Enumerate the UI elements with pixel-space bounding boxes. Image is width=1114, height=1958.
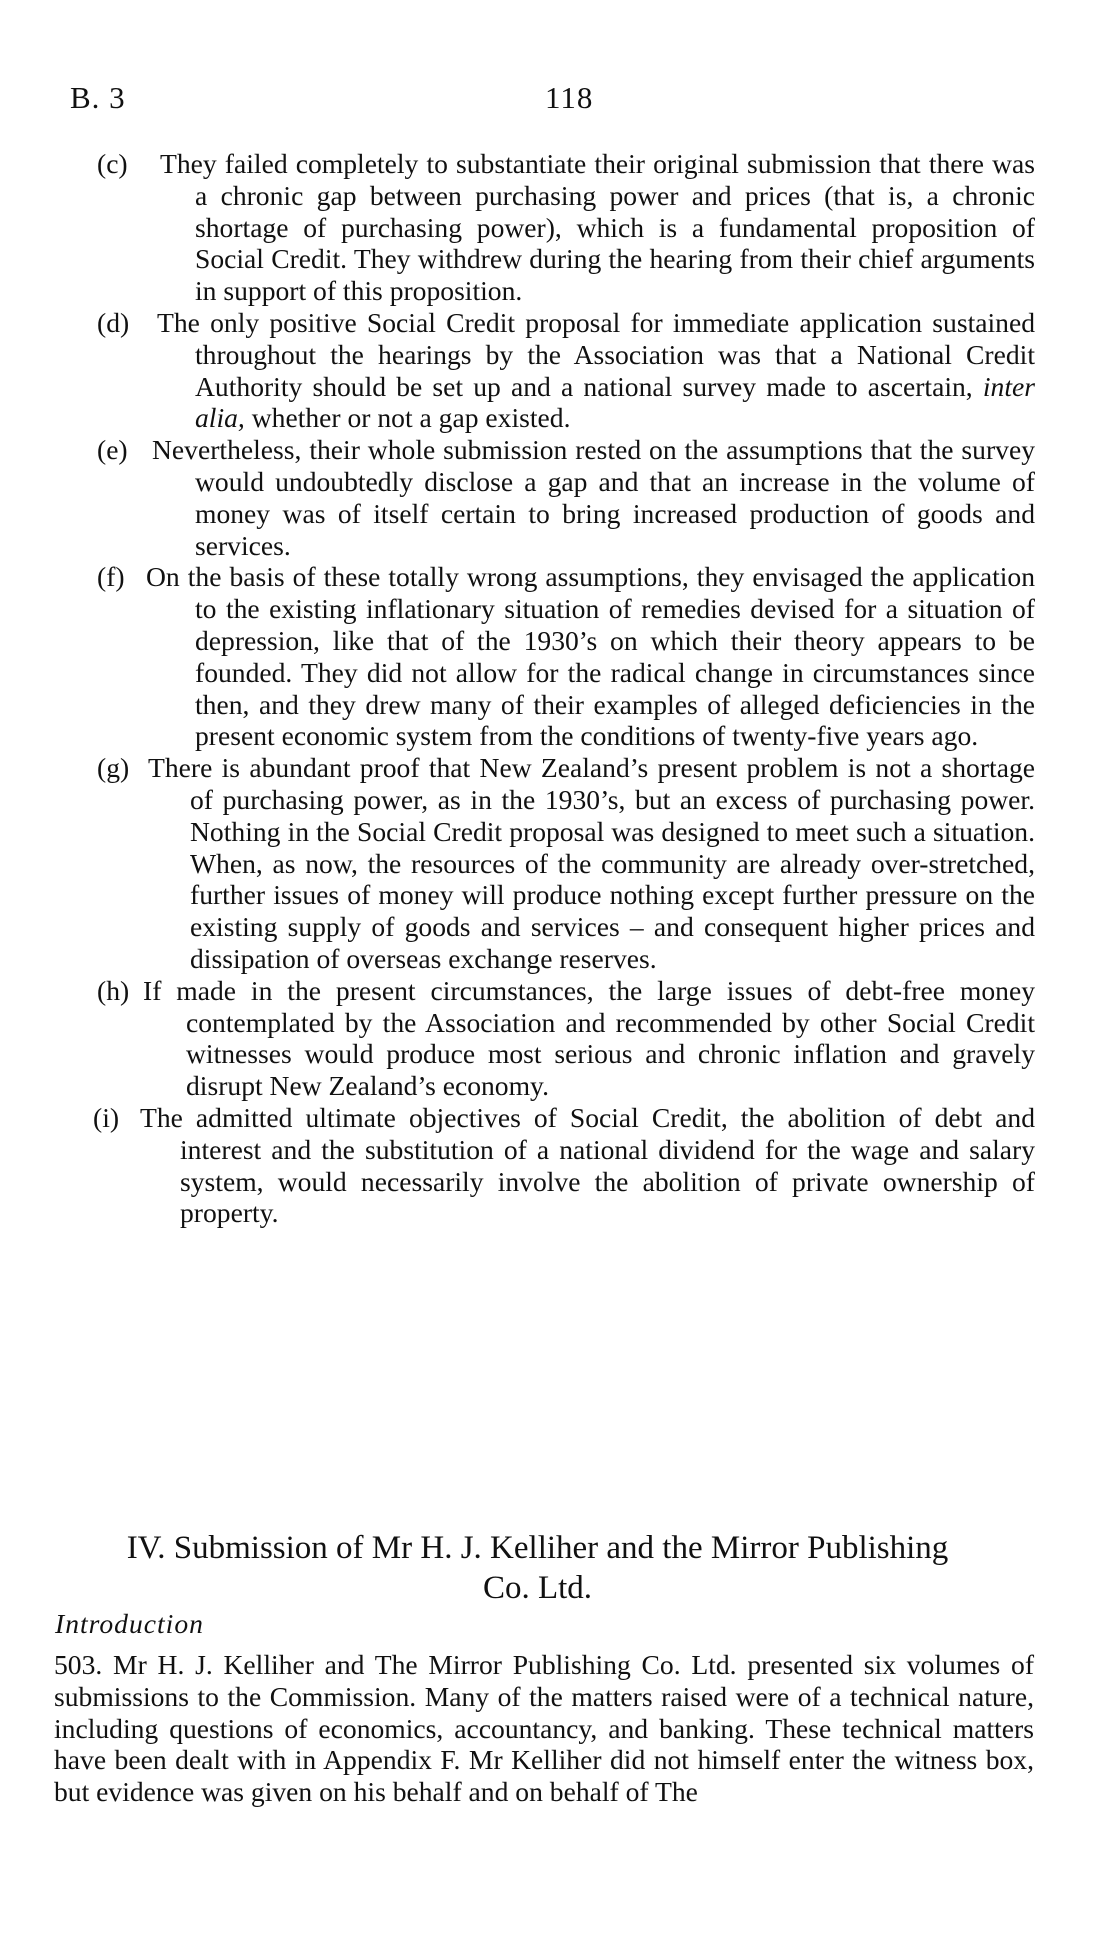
section-subheading: Introduction	[55, 1608, 204, 1639]
item-label: (e)	[97, 434, 128, 466]
list-item	[0, 434, 1114, 561]
list-item	[0, 307, 1114, 434]
item-label: (g)	[97, 752, 130, 784]
paragraph	[54, 1649, 1034, 1808]
item-label: (h)	[97, 974, 130, 1006]
conclusions-list	[0, 148, 1114, 1229]
document-reference: B. 3	[70, 80, 126, 115]
section-heading	[40, 1528, 1035, 1608]
list-item	[0, 975, 1114, 1102]
section-heading-line-2: Co. Ltd.	[482, 1570, 593, 1606]
list-item	[0, 752, 1114, 975]
item-text: The admitted ultimate objectives of Social Credit, the abolition of debt and interest and the substitution of a national dividend for the wage and salary system, would necessarily involve the abolition of private ownership of property.	[140, 1101, 1035, 1229]
item-text-before: The only positive Social Credit proposal for immediate application sustained throughout the hearings by the Association was that a National Credit Authority should be set up and a national survey made to ascertain,	[157, 306, 1035, 402]
paragraph-number: 503.	[54, 1649, 114, 1680]
list-item	[0, 561, 1114, 752]
item-text: Nevertheless, their whole submission rested on the assumptions that the survey would undoubtedly disclose a gap and that an increase in the volume of money was of itself certain to bring increased production of goods and services.	[152, 434, 1035, 561]
page-number: 118	[545, 80, 594, 115]
item-text-after: whether or not a gap existed.	[244, 402, 571, 434]
page-header	[0, 80, 1114, 120]
list-item	[0, 1102, 1114, 1229]
list-item	[0, 148, 1114, 307]
item-label: (d)	[97, 306, 130, 338]
section-heading-line-1: IV. Submission of Mr H. J. Kelliher and the Mirror Publishing	[126, 1530, 949, 1566]
item-text: If made in the present circumstances, the large issues of debt-free money contemplated by the Association and recommended by other Social Credit witnesses would produce most serious and chronic inflation and gravely disrupt New Zealand’s economy.	[143, 974, 1035, 1102]
paragraph-text: Mr H. J. Kelliher and The Mirror Publishing Co. Ltd. presented six volumes of submissions to the Commission. Many of the matters raised were of a technical nature, including questions of economics, accountancy, and banking. These technical matters have been dealt with in Appendix F. Mr Kelliher did not himself enter the witness box, but evidence was given on his behalf and on behalf of The	[54, 1649, 1035, 1808]
item-text-italic: inter alia,	[195, 370, 1035, 434]
item-label: (f)	[97, 561, 125, 593]
item-text: There is abundant proof that New Zealand’s present problem is not a shortage of purchasing power, as in the 1930’s, but an excess of purchasing power. Nothing in the Social Credit proposal was designed to meet such a situation. When, as now, the resources of the community are already over-stretched, further issues of money will produce nothing except further pressure on the existing supply of goods and services – and consequent higher prices and dissipation of overseas exchange reserves.	[148, 752, 1035, 974]
item-text: They failed completely to substantiate their original submission that there was a chronic gap between purchasing power and prices (that is, a chronic shortage of purchasing power), which is a fundamental proposition of Social Credit. They withdrew during the hearing from their chief arguments in support of this proposition.	[160, 148, 1035, 307]
item-text: On the basis of these totally wrong assumptions, they envisaged the application to the existing inflationary situation of remedies devised for a situation of depression, like that of the 1930’s on which their theory appears to be founded. They did not allow for the radical change in circumstances since then, and they drew many of their examples of alleged deficiencies in the present economic system from the conditions of twenty-five years ago.	[146, 561, 1035, 752]
item-label: (i)	[93, 1101, 120, 1133]
item-label: (c)	[97, 148, 128, 179]
item-text	[157, 306, 1035, 434]
